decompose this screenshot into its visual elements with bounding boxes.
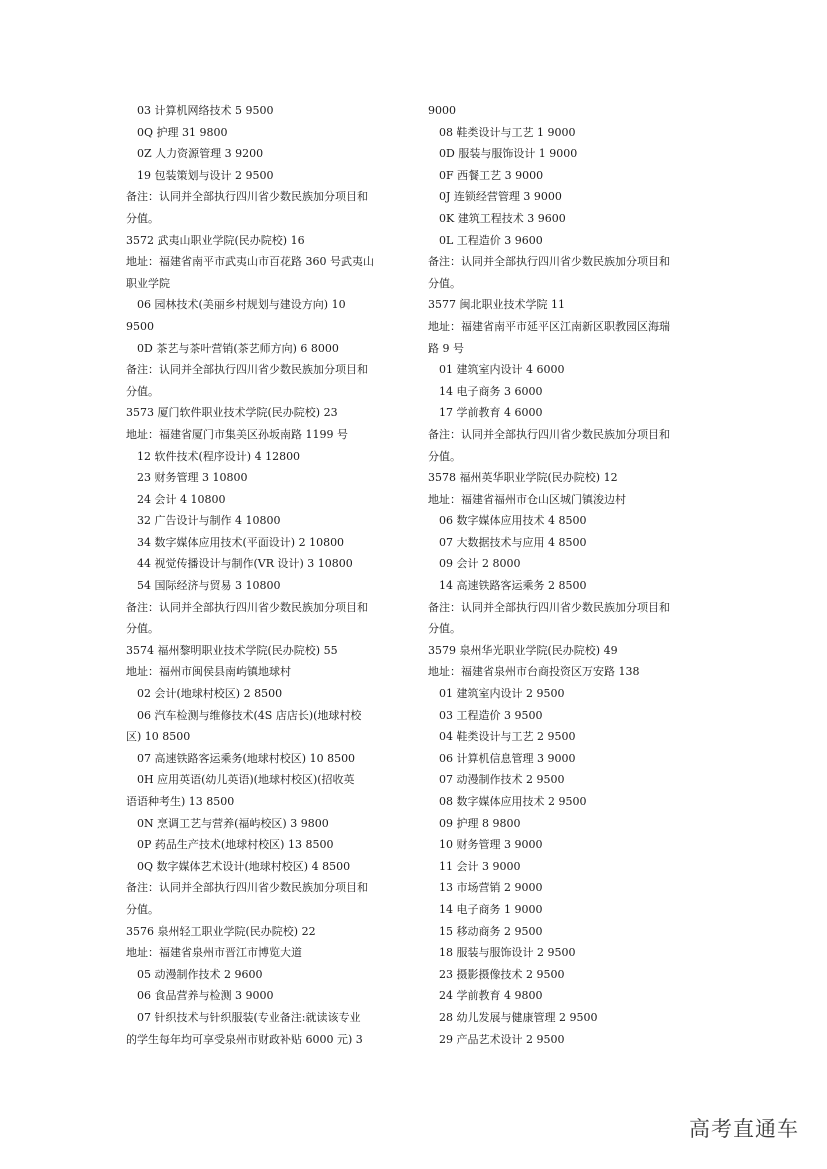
text-line: 07 大数据技术与应用 4 8500: [439, 535, 587, 549]
text-line: 54 国际经济与贸易 3 10800: [137, 579, 281, 593]
text-line: 17 学前教育 4 6000: [439, 406, 543, 420]
left-column: [126, 100, 403, 1050]
text-line: 32 广告设计与制作 4 10800: [137, 514, 281, 528]
text-line: 9000: [428, 104, 456, 117]
text-line: 0Q 数字媒体艺术设计(地球村校区) 4 8500: [137, 859, 351, 873]
text-line: 04 鞋类设计与工艺 2 9500: [439, 730, 576, 744]
text-line: 34 数字媒体应用技术(平面设计) 2 10800: [137, 535, 345, 549]
text-line: 3577 闽北职业技术学院 11: [428, 298, 565, 312]
text-line: 0N 烹调工艺与营养(福屿校区) 3 9800: [137, 816, 329, 830]
text-line: 01 建筑室内设计 2 9500: [439, 687, 565, 701]
text-line: 19 包装策划与设计 2 9500: [137, 168, 274, 182]
text-line: 18 服装与服饰设计 2 9500: [439, 946, 576, 960]
text-line: 备注：认同并全部执行四川省少数民族加分项目和: [126, 190, 368, 204]
text-line: 24 学前教育 4 9800: [439, 989, 543, 1003]
text-line: 职业学院: [126, 276, 170, 290]
text-line: 分值。: [126, 384, 159, 398]
text-line: 06 汽车检测与维修技术(4S 店店长)(地球村校: [137, 708, 362, 722]
text-line: 路 9 号: [428, 341, 464, 355]
text-line: 28 幼儿发展与健康管理 2 9500: [439, 1010, 598, 1024]
text-line: 10 财务管理 3 9000: [439, 838, 543, 852]
text-line: 地址：福建省泉州市台商投资区万安路 138: [428, 665, 640, 679]
text-line: 分值。: [126, 622, 159, 636]
text-line: 分值。: [428, 622, 461, 636]
text-line: 0L 工程造价 3 9600: [439, 233, 543, 247]
text-line: 0D 服装与服饰设计 1 9000: [439, 147, 578, 161]
text-line: 14 高速铁路客运乘务 2 8500: [439, 579, 587, 593]
text-line: 0Q 护理 31 9800: [137, 125, 228, 139]
text-line: 01 建筑室内设计 4 6000: [439, 363, 565, 377]
text-line: 08 数字媒体应用技术 2 9500: [439, 795, 587, 808]
text-line: 地址：福建省厦门市集美区孙坂南路 1199 号: [126, 427, 348, 441]
text-line: 备注：认同并全部执行四川省少数民族加分项目和: [126, 600, 368, 614]
text-line: 02 会计(地球村校区) 2 8500: [137, 687, 283, 701]
text-line: 03 计算机网络技术 5 9500: [137, 104, 274, 117]
text-line: 备注：认同并全部执行四川省少数民族加分项目和: [126, 363, 368, 377]
text-line: 备注：认同并全部执行四川省少数民族加分项目和: [428, 427, 670, 441]
text-line: 06 数字媒体应用技术 4 8500: [439, 514, 587, 528]
text-line: 分值。: [126, 211, 159, 225]
text-line: 06 园林技术(美丽乡村规划与建设方向) 10: [137, 298, 346, 312]
text-line: 地址：福建省南平市延平区江南新区职教园区海瑞: [428, 319, 670, 333]
text-line: 备注：认同并全部执行四川省少数民族加分项目和: [428, 600, 670, 614]
watermark-logo: 高考直通车: [689, 1117, 799, 1141]
text-line: 0Z 人力资源管理 3 9200: [137, 147, 264, 161]
text-line: 09 护理 8 9800: [439, 816, 521, 830]
text-line: 44 视觉传播设计与制作(VR 设计) 3 10800: [137, 557, 353, 571]
text-line: 地址：福建省南平市武夷山市百花路 360 号武夷山: [126, 255, 374, 269]
text-line: 的学生每年均可享受泉州市财政补贴 6000 元) 3: [126, 1032, 363, 1046]
text-line: 地址：福建省泉州市晋江市博览大道: [126, 946, 302, 960]
text-line: 分值。: [428, 276, 461, 290]
text-line: 24 会计 4 10800: [137, 492, 226, 506]
text-line: 06 计算机信息管理 3 9000: [439, 751, 576, 765]
text-line: 06 食品营养与检测 3 9000: [137, 989, 274, 1003]
text-line: 0K 建筑工程技术 3 9600: [439, 211, 566, 225]
text-line: 14 电子商务 1 9000: [439, 902, 543, 916]
text-line: 03 工程造价 3 9500: [439, 708, 543, 722]
text-line: 3579 泉州华光职业学院(民办院校) 49: [428, 643, 618, 657]
text-line: 3578 福州英华职业学院(民办院校) 12: [428, 471, 618, 485]
text-line: 07 高速铁路客运乘务(地球村校区) 10 8500: [137, 751, 356, 765]
text-line: 14 电子商务 3 6000: [439, 384, 543, 398]
text-line: 11 会计 3 9000: [439, 859, 521, 873]
text-line: 13 市场营销 2 9000: [439, 881, 543, 895]
text-line: 语语种考生) 13 8500: [126, 795, 235, 808]
text-line: 3576 泉州轻工职业学院(民办院校) 22: [126, 924, 316, 938]
text-line: 3574 福州黎明职业技术学院(民办院校) 55: [126, 643, 338, 657]
text-line: 15 移动商务 2 9500: [439, 924, 543, 938]
text-line: 0F 西餐工艺 3 9000: [439, 168, 544, 182]
text-line: 0P 药品生产技术(地球村校区) 13 8500: [137, 838, 334, 852]
text-line: 23 财务管理 3 10800: [137, 471, 248, 485]
text-line: 08 鞋类设计与工艺 1 9000: [439, 125, 576, 139]
text-line: 区) 10 8500: [126, 730, 191, 744]
text-line: 23 摄影摄像技术 2 9500: [439, 967, 565, 981]
text-line: 0H 应用英语(幼儿英语)(地球村校区)(招收英: [137, 773, 355, 787]
text-line: 0J 连锁经营管理 3 9000: [439, 190, 562, 204]
text-line: 分值。: [126, 902, 159, 916]
text-line: 备注：认同并全部执行四川省少数民族加分项目和: [126, 881, 368, 895]
text-line: 29 产品艺术设计 2 9500: [439, 1032, 565, 1046]
text-line: 0D 茶艺与茶叶营销(茶艺师方向) 6 8000: [137, 341, 339, 355]
right-column: [428, 100, 705, 1050]
text-line: 12 软件技术(程序设计) 4 12800: [137, 449, 301, 463]
text-line: 地址：福州市闽侯县南屿镇地球村: [126, 665, 291, 679]
text-line: 分值。: [428, 449, 461, 463]
text-line: 07 针织技术与针织服装(专业备注:就读该专业: [137, 1010, 361, 1024]
text-line: 3572 武夷山职业学院(民办院校) 16: [126, 233, 305, 247]
text-line: 09 会计 2 8000: [439, 557, 521, 571]
text-line: 05 动漫制作技术 2 9600: [137, 967, 263, 981]
text-line: 9500: [126, 319, 154, 333]
text-line: 3573 厦门软件职业技术学院(民办院校) 23: [126, 406, 338, 420]
text-line: 07 动漫制作技术 2 9500: [439, 773, 565, 787]
text-line: 备注：认同并全部执行四川省少数民族加分项目和: [428, 255, 670, 269]
text-line: 地址：福建省福州市仓山区城门镇浚边村: [428, 492, 626, 506]
